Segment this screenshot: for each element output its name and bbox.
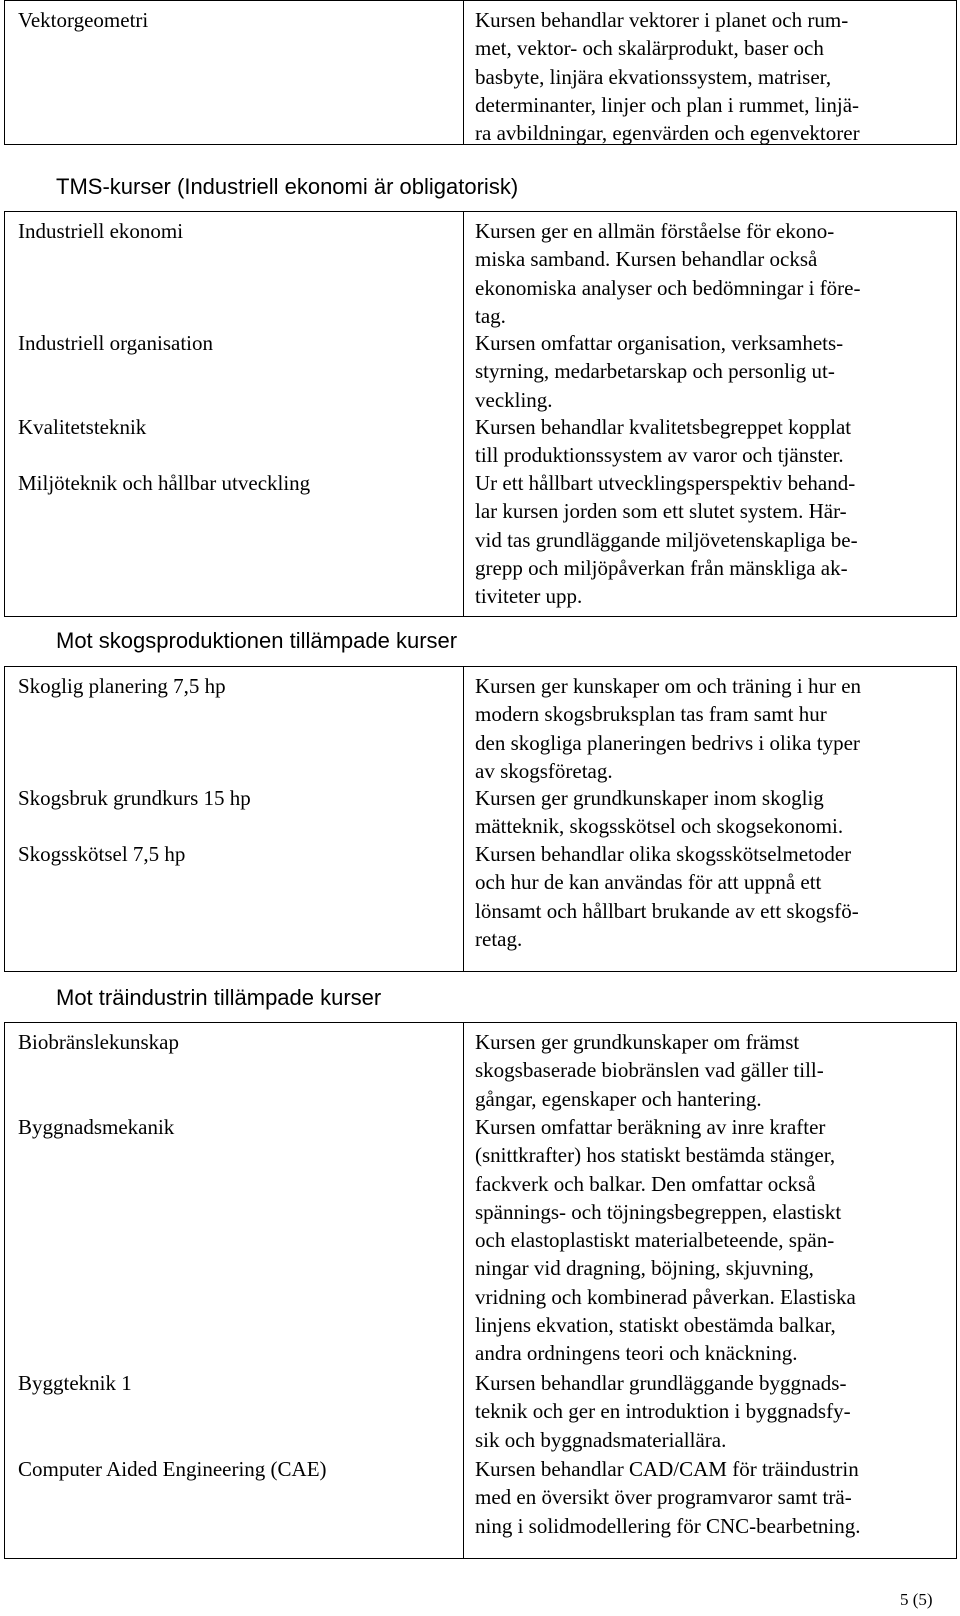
description-line: andra ordningens teori och knäckning. — [475, 1341, 798, 1366]
description-line: lar kursen jorden som ett slutet system. Här- — [475, 499, 847, 524]
description-line: vridning och kombinerad påverkan. Elastiska — [475, 1284, 856, 1309]
course-description — [475, 1369, 943, 1454]
course-description — [475, 1113, 943, 1368]
description-line: Kursen ger grundkunskaper inom skoglig — [475, 786, 824, 810]
course-name-cell — [5, 1023, 464, 1559]
course-description-cell — [464, 1, 957, 145]
course-name: Computer Aided Engineering (CAE) — [18, 1457, 327, 1481]
description-line: linjens ekvation, statiskt obestämda balkar, — [475, 1313, 836, 1338]
page-number: 5 (5) — [900, 1590, 933, 1609]
course-name-cell — [5, 1, 464, 145]
course-name: Vektorgeometri — [18, 8, 149, 32]
course-table-wood-industry — [4, 1022, 957, 1559]
description-line: ningar vid dragning, böjning, skjuvning, — [475, 1256, 814, 1281]
description-line: Kursen behandlar CAD/CAM för träindustrin — [475, 1457, 859, 1481]
description-line: met, vektor- och skalärprodukt, baser och — [475, 36, 824, 61]
description-line: ning i solidmodellering för CNC-bearbetning. — [475, 1513, 861, 1538]
course-name: Biobränslekunskap — [18, 1030, 179, 1054]
course-description — [475, 1455, 943, 1540]
description-line: miska samband. Kursen behandlar också — [475, 247, 818, 272]
description-line: med en översikt över programvaror samt trä- — [475, 1485, 852, 1510]
description-line: till produktionssystem av varor och tjänster. — [475, 443, 844, 468]
description-line: Kursen ger en allmän förståelse för ekono- — [475, 219, 835, 243]
description-line: grepp och miljöpåverkan från mänskliga ak- — [475, 555, 848, 580]
course-name: Industriell ekonomi — [18, 219, 184, 243]
description-line: teknik och ger en introduktion i byggnadsfy- — [475, 1399, 851, 1424]
course-description — [475, 413, 943, 470]
course-description — [475, 329, 943, 414]
course-name: Byggteknik 1 — [18, 1371, 132, 1395]
course-name: Industriell organisation — [18, 331, 213, 355]
description-line: mätteknik, skogsskötsel och skogsekonomi. — [475, 814, 844, 839]
description-line: tiviteter upp. — [475, 584, 583, 609]
description-line: Kursen omfattar organisation, verksamhets- — [475, 331, 844, 355]
course-description — [475, 1028, 943, 1113]
course-description — [475, 784, 943, 841]
description-line: ra avbildningar, egenvärden och egenvektorer — [475, 121, 860, 146]
description-line: Kursen behandlar kvalitetsbegreppet kopplat — [475, 415, 852, 439]
description-line: determinanter, linjer och plan i rummet, linjä- — [475, 92, 860, 117]
description-line: Kursen behandlar olika skogsskötselmetoder — [475, 842, 852, 866]
description-line: ekonomiska analyser och bedömningar i före- — [475, 275, 861, 300]
section-heading-forestry: Mot skogsproduktionen tillämpade kurser — [56, 628, 458, 653]
description-line: Kursen ger grundkunskaper om främst — [475, 1030, 800, 1054]
course-table-math — [4, 0, 957, 145]
description-line: och elastoplastiskt materialbeteende, spän- — [475, 1228, 835, 1253]
course-description — [475, 217, 943, 330]
course-name: Byggnadsmekanik — [18, 1115, 175, 1139]
description-line: den skogliga planeringen bedrivs i olika typer — [475, 730, 860, 755]
course-description — [475, 6, 943, 147]
description-line: veckling. — [475, 387, 553, 412]
course-name: Miljöteknik och hållbar utveckling — [18, 471, 311, 495]
course-description — [475, 840, 943, 953]
course-description-cell — [464, 667, 957, 972]
description-line: Kursen behandlar vektorer i planet och rum- — [475, 8, 849, 32]
description-line: spännings- och töjningsbegreppen, elastiskt — [475, 1199, 842, 1224]
course-name: Kvalitetsteknik — [18, 415, 147, 439]
description-line: Kursen ger kunskaper om och träning i hur en — [475, 674, 862, 698]
description-line: Kursen omfattar beräkning av inre krafter — [475, 1115, 826, 1139]
course-table-forestry — [4, 666, 957, 972]
description-line: (snittkrafter) hos statiskt bestämda stänger, — [475, 1143, 836, 1168]
course-table-tms — [4, 211, 957, 617]
description-line: Kursen behandlar grundläggande byggnads- — [475, 1371, 847, 1395]
description-line: tag. — [475, 303, 506, 328]
description-line: skogsbaserade biobränslen vad gäller till- — [475, 1058, 824, 1083]
section-heading-wood-industry: Mot träindustrin tillämpade kurser — [56, 985, 382, 1010]
description-line: lönsamt och hållbart brukande av ett skogsfö- — [475, 898, 859, 923]
description-line: Ur ett hållbart utvecklingsperspektiv behand- — [475, 471, 856, 495]
description-line: och hur de kan användas för att uppnå ett — [475, 870, 822, 895]
course-name-cell — [5, 212, 464, 617]
description-line: basbyte, linjära ekvationssystem, matriser, — [475, 64, 832, 89]
description-line: av skogsföretag. — [475, 758, 613, 783]
description-line: modern skogsbruksplan tas fram samt hur — [475, 702, 827, 727]
course-description — [475, 469, 943, 610]
section-heading-tms: TMS-kurser (Industriell ekonomi är obligatorisk) — [56, 174, 519, 199]
description-line: fackverk och balkar. Den omfattar också — [475, 1171, 816, 1196]
description-line: vid tas grundläggande miljövetenskapliga be- — [475, 527, 858, 552]
description-line: retag. — [475, 926, 523, 951]
description-line: sik och byggnadsmateriallära. — [475, 1427, 727, 1452]
course-name: Skoglig planering 7,5 hp — [18, 674, 226, 698]
course-description-cell — [464, 212, 957, 617]
course-name-cell — [5, 667, 464, 972]
course-name: Skogsbruk grundkurs 15 hp — [18, 786, 251, 810]
description-line: styrning, medarbetarskap och personlig ut- — [475, 359, 835, 384]
course-description — [475, 672, 943, 785]
course-description-cell — [464, 1023, 957, 1559]
course-name: Skogsskötsel 7,5 hp — [18, 842, 186, 866]
description-line: gångar, egenskaper och hantering. — [475, 1086, 762, 1111]
